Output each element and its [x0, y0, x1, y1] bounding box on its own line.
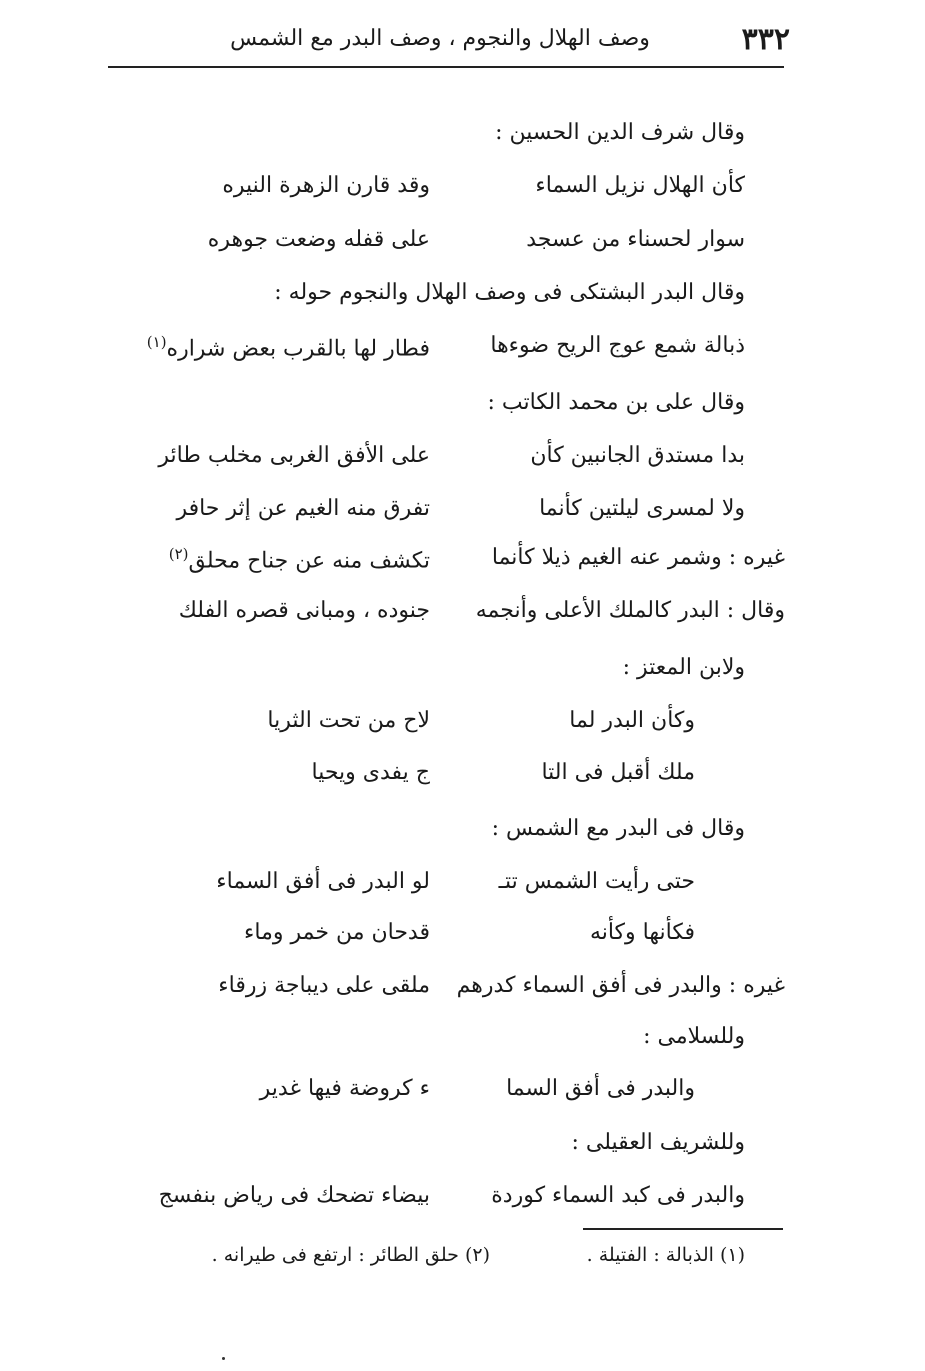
- verse-hemistich-2: على قفله وضعت جوهره: [207, 227, 430, 252]
- verse-hemistich-1: فكأنها وكأنه: [589, 920, 695, 945]
- page-number: ٣٣٢: [741, 22, 790, 57]
- verse-hemistich-1: ذبالة شمع عوج الريح ضوءها: [490, 333, 745, 358]
- verse-text: تكشف منه عن جناح محلق: [188, 548, 430, 574]
- footnote-2: (٢) حلق الطائر : ارتفع فى طيرانه .: [211, 1244, 490, 1266]
- footnote-marker: (١): [146, 333, 167, 351]
- verse-hemistich-2: لو البدر فى أفق السماء: [216, 869, 430, 894]
- intro-line: وللشريف العقيلى :: [571, 1130, 745, 1155]
- verse-hemistich-2: جنوده ، ومبانى قصره الفلك: [178, 598, 430, 623]
- intro-line: وقال فى البدر مع الشمس :: [491, 816, 745, 841]
- verse-text: فطار لها بالقرب بعض شراره: [166, 336, 430, 362]
- verse-hemistich-2: وقد قارن الزهرة النيره: [222, 173, 430, 198]
- verse-hemistich-1: وكأن البدر لما: [569, 708, 695, 733]
- verse-hemistich-1: والبدر فى أفق السما: [506, 1076, 695, 1101]
- footnote-1: (١) الذبالة : الفتيلة .: [586, 1244, 745, 1266]
- verse-hemistich-1: والبدر فى كبد السماء كوردة: [491, 1183, 745, 1208]
- intro-line: وللسلامى :: [643, 1024, 745, 1049]
- verse-hemistich-2: ج يفدى ويحيا: [311, 760, 430, 785]
- intro-line: وقال على بن محمد الكاتب :: [487, 390, 745, 415]
- intro-line: وقال شرف الدين الحسين :: [495, 120, 745, 145]
- verse-hemistich-2: لاح من تحت الثريا: [267, 708, 430, 733]
- ink-speck: [222, 1357, 225, 1360]
- verse-hemistich-2: ء كروضة فيها غدير: [259, 1076, 430, 1101]
- verse-hemistich-2: قدحان من خمر وماء: [244, 920, 430, 945]
- footnote-marker: (٢): [168, 545, 189, 563]
- footnote-rule: [583, 1228, 783, 1230]
- verse-hemistich-1: غيره : وشمر عنه الغيم ذيلا كأنما: [491, 545, 785, 570]
- intro-line: وقال البدر البشتكى فى وصف الهلال والنجوم حوله :: [274, 280, 745, 305]
- verse-hemistich-2: ملقى على ديباجة زرقاء: [218, 973, 430, 998]
- verse-hemistich-1: سوار لحسناء من عسجد: [526, 227, 745, 252]
- header-rule: [108, 66, 784, 68]
- verse-hemistich-1: بدا مستدق الجانبين كأن: [530, 443, 745, 468]
- verse-hemistich-1: كأن الهلال نزيل السماء: [535, 173, 745, 198]
- intro-line: ولابن المعتز :: [622, 655, 745, 680]
- verse-hemistich-1: ولا لمسرى ليلتين كأنما: [539, 496, 745, 521]
- verse-hemistich-1: غيره : والبدر فى أفق السماء كدرهم: [456, 973, 785, 998]
- verse-hemistich-2: تفرق منه الغيم عن إثر حافر: [176, 496, 430, 521]
- verse-hemistich-2: على الأفق الغربى مخلب طائر: [158, 443, 430, 468]
- verse-hemistich-1: وقال : البدر كالملك الأعلى وأنجمه: [475, 598, 785, 623]
- running-header: وصف الهلال والنجوم ، وصف البدر مع الشمس: [230, 26, 650, 51]
- verse-hemistich-1: ملك أقبل فى التا: [541, 760, 695, 785]
- verse-hemistich-1: حتى رأيت الشمس تتـ: [498, 869, 695, 894]
- verse-hemistich-2: بيضاء تضحك فى رياض بنفسج: [158, 1183, 430, 1208]
- verse-hemistich-2: [130, 333, 430, 361]
- verse-hemistich-2: [130, 545, 430, 573]
